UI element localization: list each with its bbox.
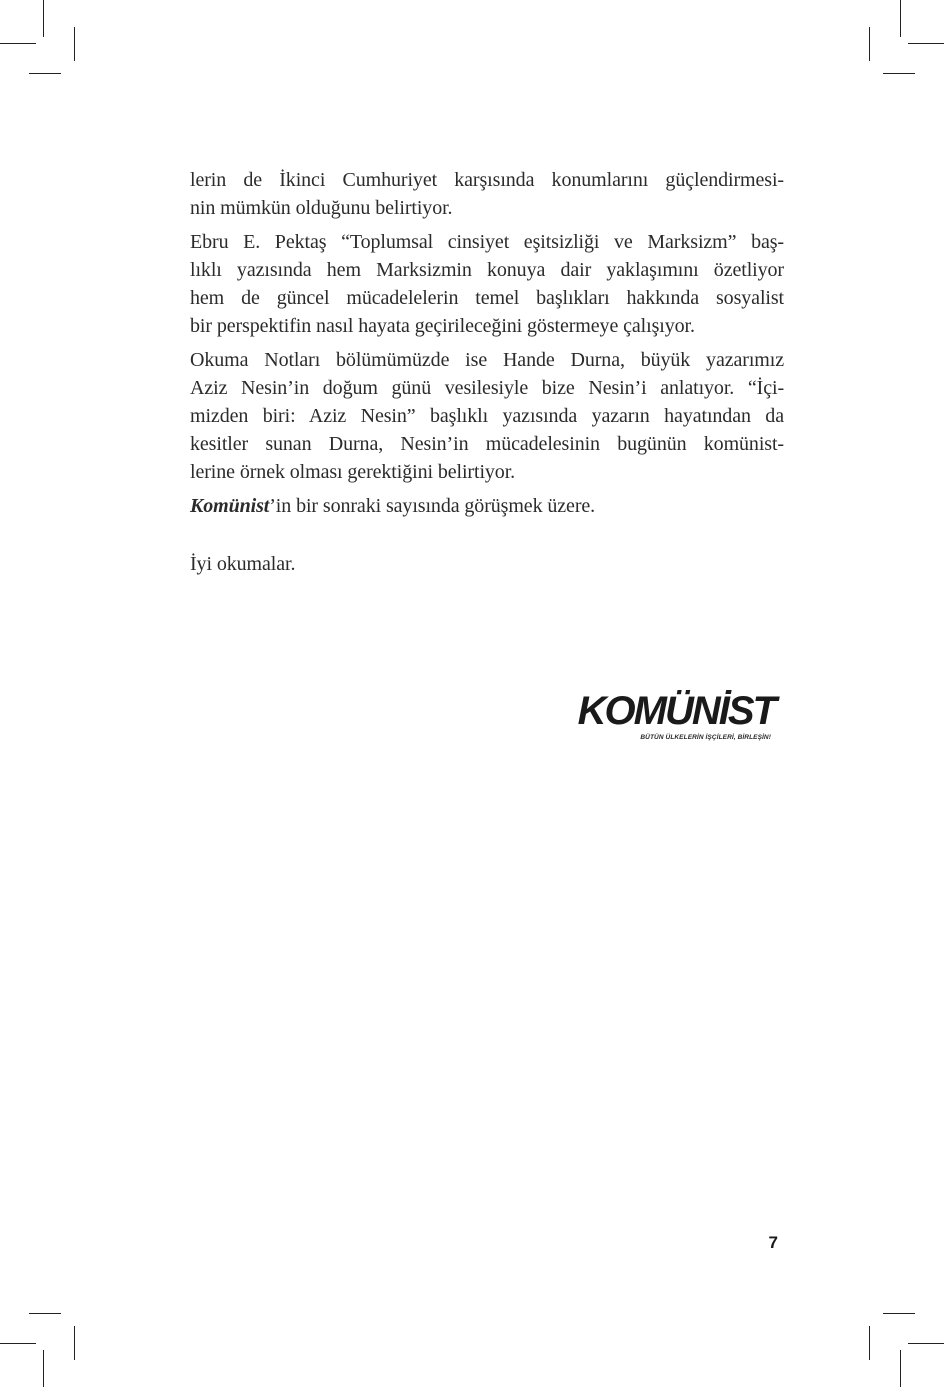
text-line: Okuma Notları bölümümüzde ise Hande Durna, büyük yazarımız <box>190 349 784 371</box>
farewell-text: ’in bir sonraki sayısında görüşmek üzere. <box>269 495 596 517</box>
text-line: mizden biri: Aziz Nesin” başlıklı yazısında yazarın hayatından da <box>190 405 784 427</box>
crop-mark <box>869 27 870 61</box>
crop-mark <box>29 73 61 74</box>
text-line: lerin de İkinci Cumhuriyet karşısında konumlarını güçlendirmesi- <box>190 169 784 191</box>
crop-mark <box>0 43 36 44</box>
crop-mark <box>43 0 44 37</box>
text-line: lıklı yazısında hem Marksizmin konuya dair yaklaşımını özetliyor <box>190 259 784 281</box>
editorial-text-column <box>190 166 784 598</box>
text-line: kesitler sunan Durna, Nesin’in mücadelesinin bugünün komünist- <box>190 433 784 455</box>
crop-mark <box>883 1313 915 1314</box>
text-line: bir perspektifin nasıl hayata geçirileceğini göstermeye çalışıyor. <box>190 315 695 337</box>
paragraph-continuation <box>190 166 784 222</box>
paragraph-okuma-notlari <box>190 346 784 486</box>
text-line: hem de güncel mücadelelerin temel başlıkları hakkında sosyalist <box>190 287 784 309</box>
crop-mark <box>908 43 944 44</box>
crop-mark <box>0 1343 36 1344</box>
text-line: Ebru E. Pektaş “Toplumsal cinsiyet eşitsizliği ve Marksizm” baş- <box>190 231 784 253</box>
crop-mark <box>900 0 901 37</box>
paragraph-farewell <box>190 492 784 520</box>
crop-mark <box>900 1350 901 1387</box>
text-line: lerine örnek olması gerektiğini belirtiyor. <box>190 461 516 483</box>
page-number: 7 <box>768 1233 778 1252</box>
crop-mark <box>43 1350 44 1387</box>
crop-mark <box>908 1343 944 1344</box>
crop-mark <box>869 1326 870 1360</box>
magazine-name-italic: Komünist <box>190 495 270 517</box>
crop-mark <box>883 73 915 74</box>
text-line: nin mümkün olduğunu belirtiyor. <box>190 197 453 219</box>
crop-mark <box>74 1326 75 1360</box>
magazine-logo <box>578 690 775 742</box>
paragraph-pektas-article <box>190 228 784 340</box>
crop-mark <box>29 1313 61 1314</box>
logo-tagline: BÜTÜN ÜLKELERİN İŞÇİLERİ, BİRLEŞİN! <box>640 734 771 741</box>
text-line: Aziz Nesin’in doğum günü vesilesiyle bize Nesin’i anlatıyor. “İçi- <box>190 377 784 399</box>
closing-line: İyi okumalar. <box>190 553 296 575</box>
crop-mark <box>74 27 75 61</box>
logo-wordmark: KOMÜNİST <box>577 689 775 733</box>
